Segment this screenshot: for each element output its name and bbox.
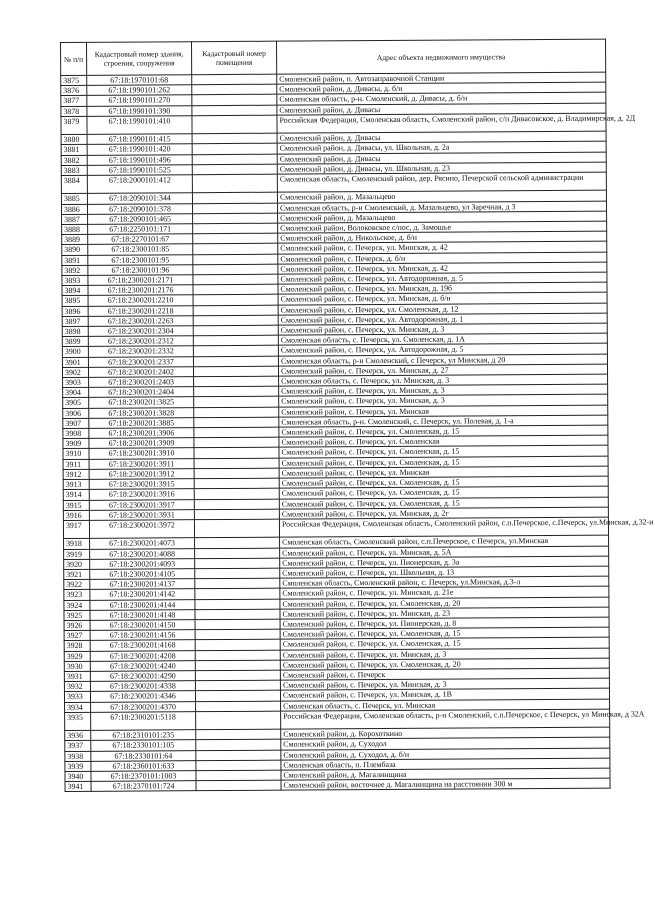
row-number: 3933 — [64, 692, 90, 702]
address-cell: Смоленский район, с. Печерск, ул. Смоленская, д. 12 — [278, 303, 607, 315]
cadastral-room-cell — [195, 558, 280, 569]
row-number: 3936 — [65, 730, 91, 740]
cadastral-room-cell — [194, 437, 279, 448]
cadastral-room-cell — [196, 740, 281, 751]
cadastral-building-cell: 67:18:2300201:4338 — [90, 681, 195, 692]
cadastral-building-cell: 67:18:2300201:5118 — [91, 711, 196, 730]
cadastral-room-cell — [194, 478, 279, 489]
table-header-row — [61, 39, 606, 75]
cadastral-room-cell — [193, 284, 278, 295]
cadastral-room-cell — [195, 619, 280, 630]
cadastral-building-cell: 67:18:2300201:4290 — [90, 671, 195, 682]
cadastral-room-cell — [193, 274, 278, 285]
cadastral-building-cell: 67:18:2300201:4240 — [90, 660, 195, 671]
address-cell: Смоленский район, с. Печерск, ул. Минская, д. б/н — [278, 293, 607, 305]
row-number: 3897 — [62, 316, 88, 326]
header-number: № п/п — [61, 42, 87, 75]
row-number: 3924 — [64, 600, 90, 610]
row-number: 3878 — [61, 106, 87, 116]
cadastral-room-cell — [193, 223, 278, 234]
address-cell: Смоленский район, с. Печерск, ул. Смоленская, д. 15 — [279, 425, 608, 437]
address-cell: Смоленская область, с. Печерск, ул. Смоленская, д. 1А — [278, 333, 607, 345]
row-number: 3884 — [61, 175, 87, 194]
cadastral-room-cell — [194, 509, 279, 520]
cadastral-room-cell — [196, 770, 281, 781]
cadastral-room-cell — [192, 193, 277, 204]
cadastral-building-cell: 67:18:2300101:85 — [88, 244, 193, 255]
row-number: 3938 — [65, 751, 91, 761]
address-cell: Смоленский район, с. Печерск, ул. Минская, д. 23 — [280, 607, 609, 619]
row-number: 3891 — [62, 255, 88, 265]
row-number: 3886 — [61, 204, 87, 214]
cadastral-room-cell — [194, 499, 279, 510]
cadastral-building-cell: 67:18:2300201:3915 — [89, 479, 194, 490]
address-cell: Смоленский район, д. Дивасы, ул. Школьная, д. 2а — [277, 142, 606, 154]
cadastral-building-cell: 67:18:1990101:420 — [87, 144, 192, 155]
cadastral-building-cell: 67:18:2300201:3911 — [89, 458, 194, 469]
cadastral-room-cell — [193, 356, 278, 367]
address-cell: Смоленский район, Волоковское с/пос, д. Замошье — [278, 221, 607, 233]
address-cell: Смоленский район, с. Печерск, ул. Смоленская, д. 15 — [280, 637, 609, 649]
address-cell: Смоленский район, с. Печерск, ул. Смоленская — [279, 435, 608, 447]
cadastral-building-cell: 67:18:2090101:378 — [87, 203, 192, 214]
cadastral-room-cell — [192, 144, 277, 155]
cadastral-building-cell: 67:18:2270101:67 — [88, 234, 193, 245]
row-number: 3906 — [63, 408, 89, 418]
cadastral-building-cell: 67:18:2300201:2176 — [88, 285, 193, 296]
cadastral-building-cell: 67:18:2300201:4150 — [90, 620, 195, 631]
cadastral-room-cell — [196, 760, 281, 771]
cadastral-room-cell — [193, 264, 278, 275]
cadastral-room-cell — [196, 729, 281, 740]
row-number: 3879 — [61, 116, 87, 135]
cadastral-room-cell — [193, 244, 278, 255]
cadastral-room-cell — [192, 164, 277, 175]
cadastral-room-cell — [192, 95, 277, 106]
row-number: 3885 — [61, 194, 87, 204]
row-number: 3912 — [63, 469, 89, 479]
cadastral-building-cell: 67:18:2300201:4346 — [90, 691, 195, 702]
address-cell: Смоленский район, д. Магалинщина — [281, 768, 610, 780]
cadastral-building-cell: 67:18:2300201:2312 — [88, 336, 193, 347]
address-cell: Смоленский район, с. Печерск, ул. Минская, д. 3 — [279, 395, 608, 407]
address-cell: Смоленский район, с. Печерск, ул. Минская, д. 3 — [280, 648, 609, 660]
row-number: 3876 — [61, 86, 87, 96]
address-cell: Смоленский район, с. Печерск, ул. Смоленская, д. 15 — [279, 456, 608, 468]
row-number: 3883 — [61, 165, 87, 175]
cadastral-room-cell — [192, 115, 277, 134]
cadastral-room-cell — [193, 366, 278, 377]
cadastral-building-cell: 67:18:1970101:68 — [87, 75, 192, 86]
row-number: 3931 — [64, 671, 90, 681]
cadastral-building-cell: 67:18:2300201:3917 — [89, 499, 194, 510]
cadastral-room-cell — [195, 588, 280, 599]
cadastral-building-cell: 67:18:2300201:3910 — [89, 448, 194, 459]
row-number: 3928 — [64, 641, 90, 651]
address-cell: Российская Федерация, Смоленская область, Смоленский район, с.п.Печерское, с.Печерск, ул.Минская, д.32-и — [279, 517, 608, 537]
row-number: 3895 — [62, 296, 88, 306]
address-cell: Смоленский район, с. Печерск, ул. Минская, д. 2г — [279, 507, 608, 519]
address-cell: Смоленская область, п. Плембаза — [281, 758, 610, 770]
address-cell: Смоленский район, с. Печерск, ул. Минская, д. 3 — [279, 384, 608, 396]
cadastral-building-cell: 67:18:2300201:3825 — [89, 397, 194, 408]
cadastral-building-cell: 67:18:2300201:4144 — [90, 599, 195, 610]
row-number: 3877 — [61, 96, 87, 106]
cadastral-room-cell — [196, 780, 281, 791]
address-cell: Смоленская область, с. Печерск, ул. Минская — [281, 699, 610, 711]
row-number: 3896 — [62, 306, 88, 316]
cadastral-room-cell — [193, 305, 278, 316]
cadastral-room-cell — [194, 386, 279, 397]
cadastral-building-cell: 67:18:2300201:4093 — [90, 558, 195, 569]
row-number: 3898 — [62, 326, 88, 336]
cadastral-building-cell: 67:18:2330101:105 — [91, 740, 196, 751]
cadastral-building-cell: 67:18:2300201:2337 — [88, 356, 193, 367]
cadastral-room-cell — [192, 174, 277, 193]
row-number: 3882 — [61, 155, 87, 165]
cadastral-building-cell: 67:18:2300201:2218 — [88, 305, 193, 316]
cadastral-room-cell — [193, 295, 278, 306]
row-number: 3911 — [63, 459, 89, 469]
address-cell: Смоленский район, д. Дивасы — [277, 103, 606, 115]
cadastral-room-cell — [195, 639, 280, 650]
address-cell: Смоленский район, с. Печерск, ул. Пионерская, д. 3а — [280, 556, 609, 568]
cadastral-building-cell: 67:18:2090101:344 — [87, 193, 192, 204]
address-cell: Смоленский район, с. Печерск, ул. Минская, д. 1В — [280, 688, 609, 700]
cadastral-building-cell: 67:18:2300201:4168 — [90, 640, 195, 651]
cadastral-room-cell — [194, 417, 279, 428]
row-number: 3934 — [65, 702, 91, 712]
address-cell: Смоленская область, р-н Смоленский, с Печерск, ул Минская, д 20 — [278, 354, 607, 366]
cadastral-building-cell: 67:18:2360101:633 — [91, 760, 196, 771]
address-cell: Смоленский район, с. Печерск — [280, 668, 609, 680]
address-cell: Смоленский район, д. Дивасы — [277, 131, 606, 143]
cadastral-room-cell — [192, 105, 277, 116]
cadastral-building-cell: 67:18:2370101:724 — [91, 781, 196, 792]
cadastral-room-cell — [194, 427, 279, 438]
row-number: 3905 — [63, 398, 89, 408]
row-number: 3941 — [65, 781, 91, 791]
cadastral-building-cell: 67:18:2300201:2171 — [88, 275, 193, 286]
row-number: 3917 — [63, 520, 89, 539]
cadastral-room-cell — [192, 154, 277, 165]
header-cadastral-room: Кадастровый номер помещения — [192, 41, 277, 75]
row-number: 3910 — [63, 449, 89, 459]
row-number: 3894 — [62, 286, 88, 296]
cadastral-building-cell: 67:18:2300201:3909 — [89, 438, 194, 449]
address-cell: Смоленская область, Смоленский район, с.п.Печерское, с Печерск, ул.Минская — [280, 535, 609, 547]
cadastral-room-cell — [194, 468, 279, 479]
cadastral-room-cell — [194, 407, 279, 418]
row-number: 3913 — [63, 479, 89, 489]
cadastral-room-cell — [194, 397, 279, 408]
address-cell: Смоленский район, д. Дивасы — [277, 152, 606, 164]
cadastral-building-cell: 67:18:1990101:262 — [87, 85, 192, 96]
cadastral-building-cell: 67:18:2300201:3885 — [89, 418, 194, 429]
row-number: 3932 — [64, 681, 90, 691]
row-number: 3888 — [62, 224, 88, 234]
address-cell: Смоленская область, р-н. Смоленский, с. Печерск, ул. Полевая, д. 1-а — [279, 415, 608, 427]
row-number: 3923 — [64, 590, 90, 600]
cadastral-room-cell — [194, 458, 279, 469]
cadastral-room-cell — [195, 568, 280, 579]
row-number: 3887 — [62, 214, 88, 224]
row-number: 3919 — [64, 549, 90, 559]
cadastral-building-cell: 67:18:2300201:4208 — [90, 650, 195, 661]
header-address: Адрес объекта недвижимого имущества — [276, 39, 605, 74]
cadastral-room-cell — [193, 315, 278, 326]
address-cell: Смоленский район, с. Печерск, ул. Минская — [279, 466, 608, 478]
address-cell: Смоленский район, д. Суходол — [281, 737, 610, 749]
cadastral-room-cell — [195, 609, 280, 620]
address-cell: Смоленский район, с. Печерск, ул. Школьная, д. 13 — [280, 566, 609, 578]
address-cell: Смоленская область, р-н. Смоленский, д. Дивасы, д. б/н — [277, 93, 606, 105]
address-cell: Смоленский район, д. Мазальцево — [277, 191, 606, 203]
address-cell: Смоленский район, с. Печерск, ул. Минская, д. 5А — [280, 546, 609, 558]
row-number: 3892 — [62, 265, 88, 275]
row-number: 3918 — [64, 539, 90, 549]
cadastral-building-cell: 67:18:2300101:96 — [88, 265, 193, 276]
row-number: 3890 — [62, 245, 88, 255]
row-number: 3907 — [63, 418, 89, 428]
cadastral-room-cell — [193, 335, 278, 346]
address-cell: Смоленский район, восточнее д. Магалинщина на расстоянии 300 м — [281, 778, 610, 790]
address-cell: Смоленская область, с. Печерск, ул. Минская, д. 3 — [279, 374, 608, 386]
row-number: 3903 — [63, 377, 89, 387]
cadastral-building-cell: 67:18:2300201:2404 — [89, 387, 194, 398]
cadastral-room-cell — [195, 578, 280, 589]
cadastral-building-cell: 67:18:1990101:525 — [87, 165, 192, 176]
cadastral-building-cell: 67:18:2300201:3931 — [89, 509, 194, 520]
cadastral-building-cell: 67:18:2300201:3912 — [89, 469, 194, 480]
row-number: 3908 — [63, 428, 89, 438]
cadastral-room-cell — [193, 325, 278, 336]
row-number: 3914 — [63, 490, 89, 500]
cadastral-room-cell — [195, 599, 280, 610]
address-cell: Смоленский район, д. Корохоткино — [281, 727, 610, 739]
cadastral-building-cell: 67:18:1990101:390 — [87, 105, 192, 116]
address-cell: Смоленский район, с. Печерск, ул. Минская, д. 27 — [278, 364, 607, 376]
cadastral-room-cell — [195, 691, 280, 702]
address-cell: Смоленская область, Смоленский район, дер. Рясино, Печерской сельской администрации — [277, 172, 606, 192]
address-cell: Смоленский район, п. Автозаправочной Станции — [277, 72, 606, 84]
address-cell: Смоленский район, с. Печерск, ул. Минская, д. 19б — [278, 282, 607, 294]
row-number: 3921 — [64, 569, 90, 579]
cadastral-room-cell — [192, 203, 277, 214]
cadastral-building-cell: 67:18:2090101:465 — [88, 214, 193, 225]
row-number: 3935 — [65, 712, 91, 731]
row-number: 3939 — [65, 761, 91, 771]
address-cell: Смоленский район, с. Печерск, ул. Автодорожная, д. 1 — [278, 313, 607, 325]
row-number: 3920 — [64, 559, 90, 569]
row-number: 3904 — [63, 388, 89, 398]
header-cadastral-building: Кадастровый номер здания, строения, сооружения — [87, 42, 192, 76]
cadastral-building-cell: 67:18:2300201:4148 — [90, 609, 195, 620]
cadastral-building-cell: 67:18:2250101:171 — [88, 224, 193, 235]
cadastral-building-cell: 67:18:1990101:410 — [87, 116, 192, 135]
cadastral-building-cell: 67:18:2300201:2210 — [88, 295, 193, 306]
row-number: 3899 — [62, 337, 88, 347]
cadastral-room-cell — [196, 701, 281, 712]
cadastral-room-cell — [193, 233, 278, 244]
cadastral-room-cell — [193, 213, 278, 224]
row-number: 3915 — [63, 500, 89, 510]
cadastral-room-cell — [196, 750, 281, 761]
cadastral-building-cell: 67:18:2000101:412 — [87, 175, 192, 194]
cadastral-building-cell: 67:18:2300201:4073 — [90, 538, 195, 549]
cadastral-room-cell — [196, 711, 281, 730]
row-number: 3901 — [62, 357, 88, 367]
cadastral-building-cell: 67:18:2300201:2402 — [88, 367, 193, 378]
cadastral-building-cell: 67:18:2300201:4088 — [90, 548, 195, 559]
row-number: 3889 — [62, 235, 88, 245]
row-number: 3893 — [62, 275, 88, 285]
address-cell: Смоленский район, д. Мазальцево — [278, 211, 607, 223]
table-body — [61, 72, 654, 792]
cadastral-building-cell: 67:18:2330101:64 — [91, 750, 196, 761]
cadastral-building-cell: 67:18:2300201:4156 — [90, 630, 195, 641]
address-cell: Смоленский район, с. Печерск, ул. Минская, д. 42 — [278, 262, 607, 274]
address-cell: Смоленский район, д. Дивасы, ул. Школьная, д. 23 — [277, 162, 606, 174]
address-cell: Смоленский район, д. Никольское, д. б/н — [278, 231, 607, 243]
cadastral-building-cell: 67:18:2370101:1003 — [91, 771, 196, 782]
address-cell: Смоленский район, с. Печерск, ул. Смоленская, д. 15 — [280, 627, 609, 639]
address-cell: Российская Федерация, Смоленская область, р-н Смоленский, с.п.Печерское, с Печерск, ул Минская, д 32А — [281, 709, 610, 729]
cadastral-building-cell: 67:18:2300201:4105 — [90, 569, 195, 580]
row-number: 3940 — [65, 771, 91, 781]
row-number: 3930 — [64, 661, 90, 671]
cadastral-building-cell: 67:18:1990101:415 — [87, 134, 192, 145]
address-cell: Смоленский район, с. Печерск, ул. Минская — [279, 405, 608, 417]
address-cell: Смоленский район, с. Печерск, ул. Смоленская, д. 15 — [279, 476, 608, 488]
address-cell: Смоленский район, д. Суходол, д. б/н — [281, 748, 610, 760]
cadastral-building-cell: 67:18:2300201:3972 — [89, 520, 194, 539]
address-cell: Смоленский район, с. Печерск, ул. Пионерская, д. 8 — [280, 617, 609, 629]
row-number: 3916 — [63, 510, 89, 520]
cadastral-room-cell — [193, 346, 278, 357]
cadastral-room-cell — [195, 680, 280, 691]
row-number: 3875 — [61, 75, 87, 85]
address-cell: Смоленская область, Смоленский район, с. Печерск, ул.Минская, д.3-л — [280, 576, 609, 588]
cadastral-building-cell: 67:18:2300201:4142 — [90, 589, 195, 600]
cadastral-building-cell: 67:18:2300201:3828 — [89, 407, 194, 418]
cadastral-room-cell — [195, 660, 280, 671]
cadastral-room-cell — [195, 650, 280, 661]
address-cell: Смоленский район, с. Печерск, ул. Минская, д. 42 — [278, 242, 607, 254]
cadastral-room-cell — [194, 519, 279, 538]
address-cell: Смоленский район, с. Печерск, ул. Смоленская, д. 15 — [279, 486, 608, 498]
cadastral-building-cell: 67:18:2300201:2332 — [88, 346, 193, 357]
row-number: 3902 — [62, 367, 88, 377]
address-cell: Смоленский район, с. Печерск, ул. Минская, д. 3 — [278, 323, 607, 335]
cadastral-building-cell: 67:18:2300201:3906 — [89, 428, 194, 439]
row-number: 3927 — [64, 630, 90, 640]
address-cell: Смоленский район, с. Печерск, ул. Автодорожная, д. 5 — [278, 272, 607, 284]
cadastral-room-cell — [194, 488, 279, 499]
row-number: 3929 — [64, 651, 90, 661]
address-cell: Смоленский район, д. Дивасы, д. б/н — [277, 82, 606, 94]
address-cell: Смоленский район, с. Печерск, ул. Смоленская, д. 15 — [279, 497, 608, 509]
cadastral-building-cell: 67:18:2300201:4370 — [91, 701, 196, 712]
address-cell: Смоленский район, с. Печерск, д. б/н — [278, 252, 607, 264]
cadastral-building-cell: 67:18:2300201:2403 — [89, 377, 194, 388]
row-number: 3937 — [65, 741, 91, 751]
address-cell: Российская Федерация, Смоленская область, Смоленский район, с/п Дивасовское, д. Владимирская, д. 2Д — [277, 113, 606, 133]
cadastral-building-cell: 67:18:2300201:3916 — [89, 489, 194, 500]
address-cell: Смоленский район, с. Печерск, ул. Минская, д. 21е — [280, 586, 609, 598]
cadastral-room-cell — [194, 448, 279, 459]
cadastral-room-cell — [192, 133, 277, 144]
address-cell: Смоленский район, с. Печерск, ул. Смоленская, д. 20 — [280, 597, 609, 609]
cadastral-room-cell — [195, 537, 280, 548]
cadastral-room-cell — [195, 629, 280, 640]
row-number: 3925 — [64, 610, 90, 620]
address-cell: Смоленская область, р-н Смоленский, д. Мазальцево, ул Заречная, д 3 — [277, 201, 606, 213]
cadastral-room-cell — [194, 376, 279, 387]
cadastral-building-cell: 67:18:2310101:235 — [91, 730, 196, 741]
cadastral-room-cell — [193, 254, 278, 265]
cadastral-building-cell: 67:18:2300101:95 — [88, 254, 193, 265]
cadastral-building-cell: 67:18:2300201:4137 — [90, 579, 195, 590]
address-cell: Смоленский район, с. Печерск, ул. Смоленская, д. 20 — [280, 658, 609, 670]
cadastral-building-cell: 67:18:2300201:2263 — [88, 316, 193, 327]
address-cell: Смоленский район, с. Печерск, ул. Автодорожная, д. 5 — [278, 344, 607, 356]
row-number: 3909 — [63, 439, 89, 449]
cadastral-room-cell — [192, 84, 277, 95]
row-number: 3922 — [64, 579, 90, 589]
address-cell: Смоленский район, с. Печерск, ул. Смоленская, д. 15 — [279, 446, 608, 458]
address-cell: Смоленский район, с. Печерск, ул. Минская, д. 3 — [280, 678, 609, 690]
row-number: 3880 — [61, 135, 87, 145]
cadastral-building-cell: 67:18:2300201:2304 — [88, 326, 193, 337]
cadastral-room-cell — [192, 74, 277, 85]
cadastral-building-cell: 67:18:1990101:270 — [87, 95, 192, 106]
cadastral-building-cell: 67:18:1990101:496 — [87, 154, 192, 165]
row-number: 3926 — [64, 620, 90, 630]
row-number: 3881 — [61, 145, 87, 155]
cadastral-room-cell — [195, 548, 280, 559]
property-register-table — [60, 39, 654, 793]
cadastral-room-cell — [195, 670, 280, 681]
row-number: 3900 — [62, 347, 88, 357]
